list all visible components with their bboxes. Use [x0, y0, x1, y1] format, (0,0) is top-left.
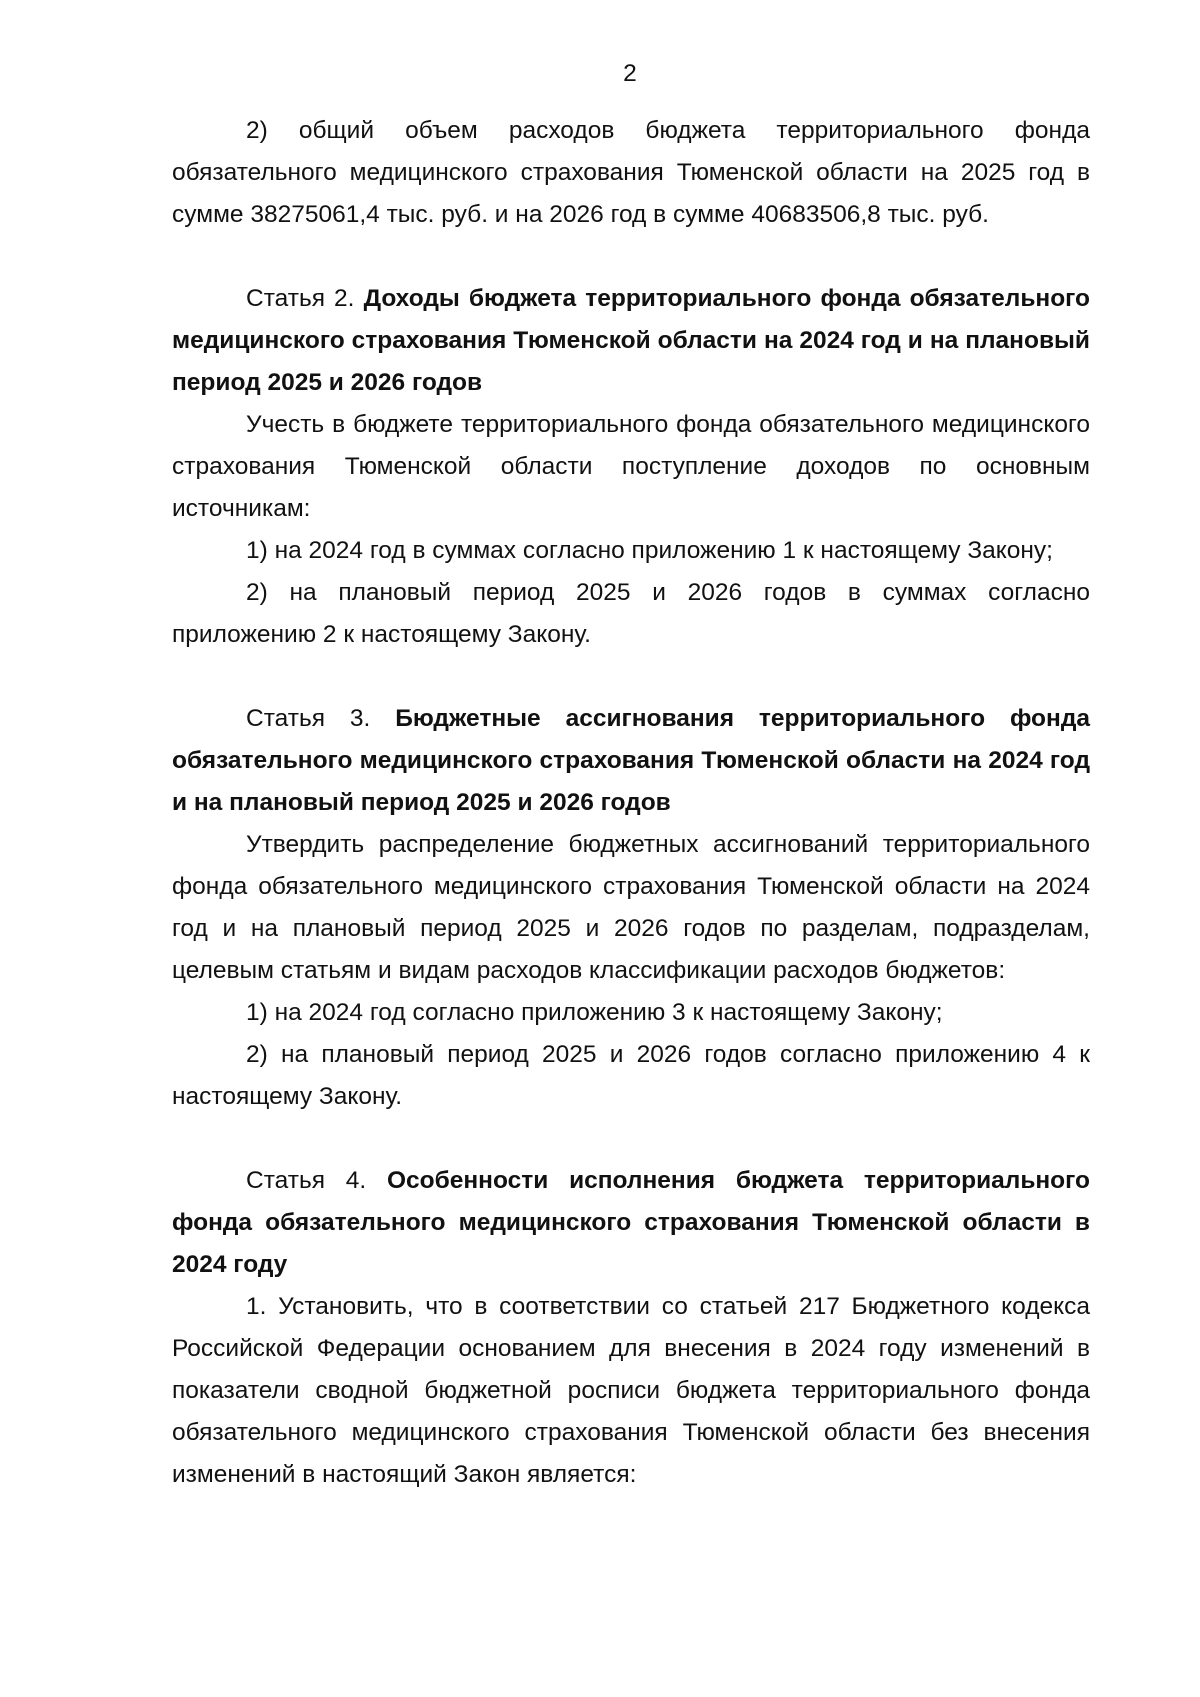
spacer [172, 236, 1090, 278]
article-3-item-1: 1) на 2024 год согласно приложению 3 к настоящему Закону; [246, 999, 943, 1026]
article-3-label: Статья 3. [246, 705, 371, 732]
article-4-paragraph-1: 1. Установить, что в соответствии со статьей 217 Бюджетного кодекса Российской Федерации основанием для внесения в 2024 году изменений в показатели сводной бюджетной росписи бюджета территориального фонда обязательного медицинского страхования Тюменской области без внесения изменений в настоящий Закон является: [172, 1293, 1090, 1488]
article-2-label: Статья 2. [246, 285, 355, 312]
document-body [172, 110, 1090, 1496]
article-3-heading [172, 698, 1090, 824]
page-number: 2 [623, 60, 637, 87]
article-3-paragraph: Утвердить распределение бюджетных ассигнований территориального фонда обязательного медицинского страхования Тюменской области на 2024 год и на плановый период 2025 и 2026 годов по разделам, подразделам, целевым статьям и видам расходов классификации расходов бюджетов: [172, 831, 1090, 984]
article-2-heading [172, 278, 1090, 404]
article-4-title: Особенности исполнения бюджета территориального фонда обязательного медицинского страхования Тюменской области в 2024 году [172, 1167, 1090, 1278]
intro-item-2: 2) общий объем расходов бюджета территориального фонда обязательного медицинского страхования Тюменской области на 2025 год в сумме 38275061,4 тыс. руб. и на 2026 год в сумме 40683506,8 тыс. руб. [172, 117, 1090, 228]
article-2-title: Доходы бюджета территориального фонда обязательного медицинского страхования Тюменской области на 2024 год и на плановый период 2025 и 2026 годов [172, 285, 1091, 396]
article-2-item-1: 1) на 2024 год в суммах согласно приложению 1 к настоящему Закону; [246, 537, 1053, 564]
spacer [172, 656, 1090, 698]
article-4-label: Статья 4. [246, 1167, 367, 1194]
article-3-title: Бюджетные ассигнования территориального фонда обязательного медицинского страхования Тюменской области на 2024 год и на плановый период 2025 и 2026 годов [172, 705, 1090, 816]
spacer [172, 1118, 1090, 1160]
article-2-paragraph: Учесть в бюджете территориального фонда обязательного медицинского страхования Тюменской области поступление доходов по основным источникам: [172, 411, 1090, 522]
article-3-item-2: 2) на плановый период 2025 и 2026 годов согласно приложению 4 к настоящему Закону. [172, 1041, 1090, 1110]
article-2-item-2: 2) на плановый период 2025 и 2026 годов в суммах согласно приложению 2 к настоящему Закону. [172, 579, 1090, 648]
article-4-heading [172, 1160, 1090, 1286]
